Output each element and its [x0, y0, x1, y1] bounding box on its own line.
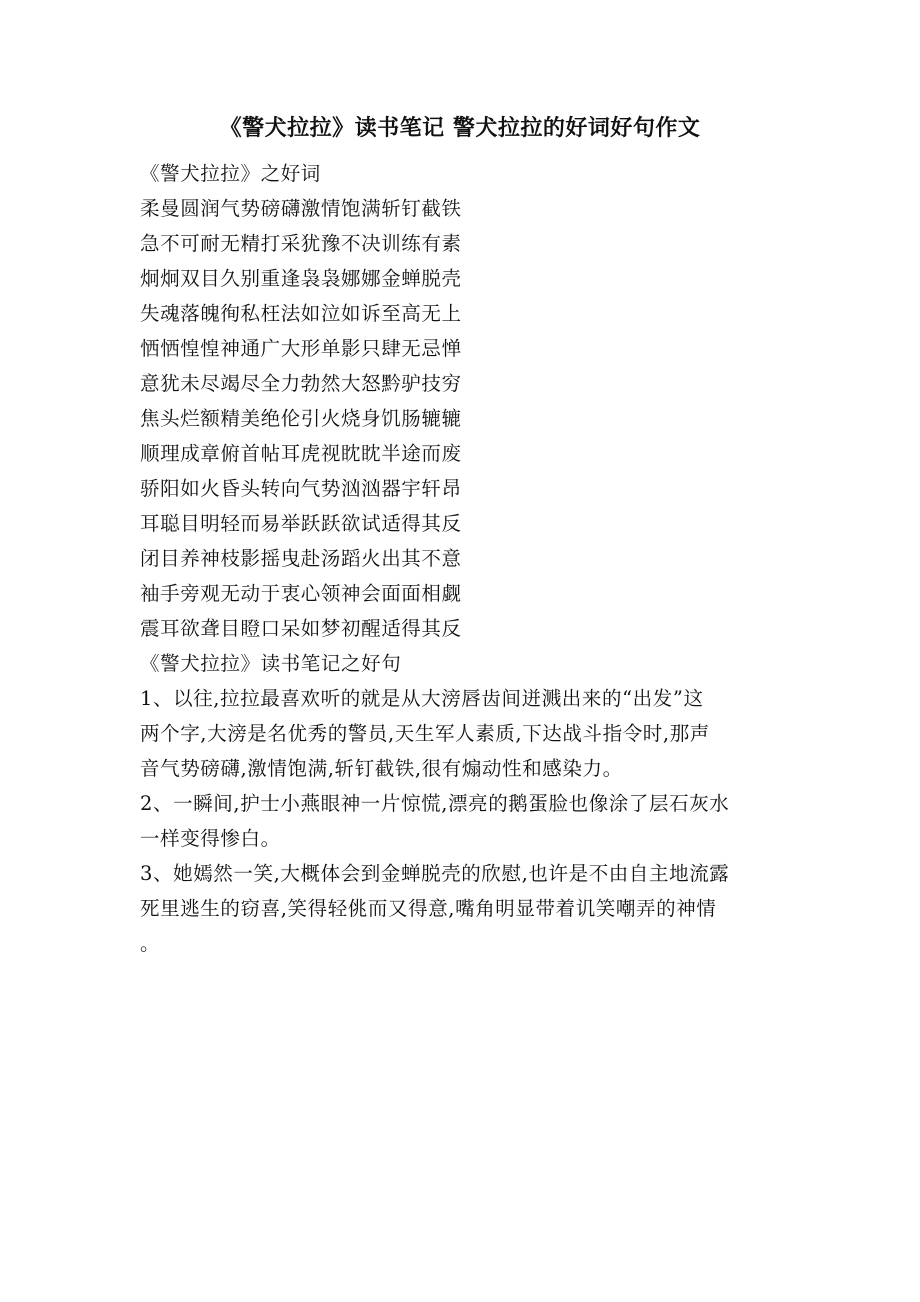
word-line: 炯炯双目久别重逢袅袅娜娜金蝉脱壳: [140, 267, 462, 290]
word-line: 焦头烂额精美绝伦引火烧身饥肠辘辘: [140, 407, 462, 430]
sentence-paragraph: [140, 681, 785, 786]
word-line: 袖手旁观无动于衷心领神会面面相觑: [140, 582, 462, 605]
word-line: 震耳欲聋目瞪口呆如梦初醒适得其反: [140, 617, 462, 640]
word-line: 意犹未尽竭尽全力勃然大怒黔驴技穷: [140, 372, 462, 395]
word-line: 骄阳如火昏头转向气势汹汹器宇轩昂: [140, 477, 462, 500]
sentence-paragraph: [140, 856, 785, 961]
word-line: 柔曼圆润气势磅礴激情饱满斩钉截铁: [140, 197, 462, 220]
sentence-line: 2、一瞬间,护士小燕眼神一片惊慌,漂亮的鹅蛋脸也像涂了层石灰水: [140, 792, 730, 815]
sentences-section-heading: 《警犬拉拉》读书笔记之好句: [140, 652, 402, 675]
sentence-paragraph: [140, 786, 785, 856]
word-line: 闭目养神枝影摇曳赴汤蹈火出其不意: [140, 547, 462, 570]
words-section-heading: 《警犬拉拉》之好词: [140, 162, 321, 185]
document-body: [140, 156, 785, 961]
sentence-line: 一样变得惨白。: [140, 827, 281, 850]
sentence-line: 音气势磅礴,激情饱满,斩钉截铁,很有煽动性和感染力。: [140, 757, 623, 780]
sentence-line: 3、她嫣然一笑,大概体会到金蝉脱壳的欣慰,也许是不由自主地流露: [140, 862, 730, 885]
word-line: 恓恓惶惶神通广大形单影只肆无忌惮: [140, 337, 462, 360]
sentence-line: 。: [140, 932, 161, 955]
word-line: 顺理成章俯首帖耳虎视眈眈半途而废: [140, 442, 462, 465]
document-title: 《警犬拉拉》读书笔记 警犬拉拉的好词好句作文: [219, 115, 701, 141]
sentence-line: 1、以往,拉拉最喜欢听的就是从大滂唇齿间迸溅出来的“出发”这: [140, 687, 704, 710]
sentence-line: 死里逃生的窃喜,笑得轻佻而又得意,嘴角明显带着讥笑嘲弄的神情: [140, 897, 717, 920]
word-line: 急不可耐无精打采犹豫不决训练有素: [140, 232, 462, 255]
word-line: 耳聪目明轻而易举跃跃欲试适得其反: [140, 512, 462, 535]
sentence-line: 两个字,大滂是名优秀的警员,天生军人素质,下达战斗指令时,那声: [140, 722, 710, 745]
word-line: 失魂落魄徇私枉法如泣如诉至高无上: [140, 302, 462, 325]
